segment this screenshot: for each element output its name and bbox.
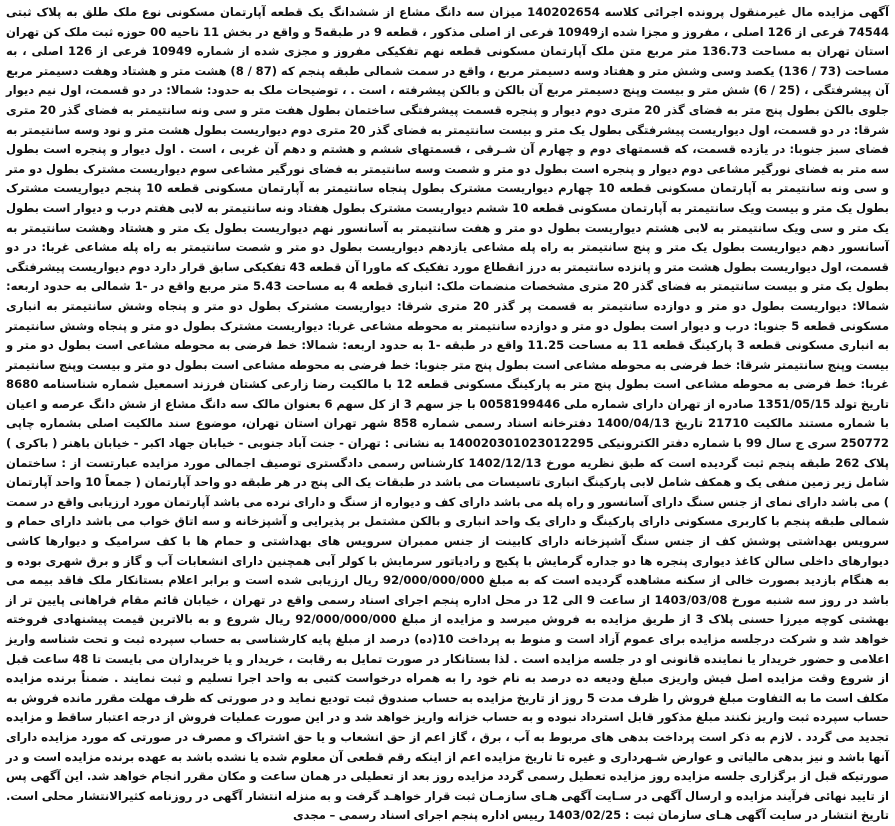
auction-notice-text: آگهی مزایده مال غیرمنقول پرونده اجرائی کلاسه 140202654 میزان سه دانگ مشاع از ششدانگ یک قطعه آپارتمان مسکونی نوع ملک طلق به پلاک ثبتی 74544 فرعی از 126 اصلی ، مفروز و مجزا شده از10949 فرعی از اصلی مذکور ، قطعه 9 در طبقه5 و واقع در بخش 11 ناحیه 00 حوزه ثبت ملک کن تهران استان تهران به مساحت 136.73 متر مربع متن ملک آپارتمان مسکونی قطعه نهم تفکیکی مفروز و مجزی شده از شماره 10949 فرعی از 126 اصلی ، به مساحت (73 / 136) یکصد وسی وشش متر و هفتاد وسه دسیمتر مربع ، واقع در سمت شمالی طبقه پنجم که (87 / 8) هشت متر و هشتاد وهفت دسیمتر مربع آن پیشرفتگی ، (25 / 6) شش متر و بیست وپنج دسیمتر مربع آن بالکن و بالکن پیشرفته ، است . ، توضیحات ملک به حدود: شمالا: در دو قسمت، اول نیم دیوار جلوی بالکن بطول پنج متر به فضای گذر 20 متری دوم دیوار و پنجره قسمت پیشرفتگی ساختمان بطول هفت متر و سی ونه سانتیمتر به فضای گذر 20 متری شرقا: در دو قسمت، اول دیواریست پیشرفتگی بطول یک متر و بیست سانتیمتر به فضای گذر 20 متری دوم دیواریست بطول هشت متر و نود وسه سانتیمتر به فضای سبز جنوبا: در یازده قسمت، که قسمتهای دوم و چهارم آن شـرقی ، قسمتهای ششم و هشتم و دهم آن غربی ، است . اول دیوار و پنجره است بطول سه متر به فضای نورگیر مشاعی دوم دیوار و پنجره است بطول دو متر و شصت وسه سانتیمتر به فضای نورگیر مشاعی سوم دیواریست مشترک بطول دو متر و سی ونه سانتیمتر به آپارتمان مسکونی قطعه 10 چهارم دیواریست مشترک بطول پنجاه سانتیمتر به آپارتمان مسکونی قطعه 10 پنجم دیواریست مشترک بطول یک متر و بیست ویک سانتیمتر به آپارتمان مسکونی قطعه 10 ششم دیواریست مشترک بطول هفتاد ونه سانتیمتر به لابی هفتم درب و دیوار است بطول یک متر و سی ویک سانتیمتر به لابی هشتم دیواریست بطول دو متر و هفت سانتیمتر به آسانسور نهم دیواریست بطول یک متر و هشتاد وهشت سانتیمتر به آسانسور دهم دیواریست بطول یک متر و پنج سانتیمتر به راه پله مشاعی یازدهم دیواریست بطول دو متر و شصت سانتیمتر به راه پله مشاعی غربا: در دو قسمت، اول دیواریست بطول هشت متر و پانزده سانتیمتر به درز انقطاع مورد تفکیک که ماورا آن قطعه 43 تفکیکی سابق قرار دارد دوم دیواریست پیشرفتگی بطول یک متر و بیست سانتیمتر به فضای گذر 20 متری مشخصات منضمات ملک: انباری قطعه 4 به مساحت 5.43 متر مربع واقع در -1 شمالی به حدود اربعه: شمالا: دیواریست بطول دو متر و دوازده سانتیمتر به قسمت پر گذر 20 متری شرقا: دیواریست مشترک بطول دو متر و پنجاه وشش سانتیمتر به انباری مسکونی قطعه 5 جنوبا: درب و دیوار است بطول دو متر و دوازده سانتیمتر به محوطه مشاعی غربا: دیواریست مشترک بطول دو متر و پنجاه وشش سانتیمتر به انباری مسکونی قطعه 3 پارکینگ قطعه 11 به مساحت 11.25 واقع در طبقه -1 به حدود اربعه: شمالا: خط فرضی به محوطه مشاعی است بطول دو متر و بیست وپنج سانتیمتر شرقا: خط فرضی به محوطه مشاعی است بطول پنج متر جنوبا: خط فرضی به محوطه مشاعی است بطول دو متر و بیست وپنج سانتیمتر غربا: خط فرضی به محوطه مشاعی است بطول پنج متر به پارکینگ مسکونی قطعه 12 با مالکیت رضا زارعی کشتان فرزند اسمعیل شماره شناسنامه 8680 تاریخ تولد 1351/05/15 صادره از تهران دارای شماره ملی 0058199446 با جز سهم 3 از کل سهم 6 بعنوان مالک سه دانگ مشاع از شش دانگ عرصه و اعیان با شماره مستند مالکیت 21710 تاریخ 1400/04/13 دفترخانه اسناد رسمی شماره 858 شهر تهران استان تهران، موضوع سند مالکیت اصلی بشماره چاپی 250772 سری ج سال 99 با شماره دفتر الکترونیکی 140020301023012295 به نشانی : تهران - جنت آباد جنوبی - خیابان جهاد اکبر - خیابان باهنر ( باکری ) پلاک 262 طبقه پنجم ثبت گردیده است که طبق نظریه مورخ 1402/12/13 کارشناس رسمی دادگستری توصیف اجمالی مورد مزایده عبارتست از : ساختمان شامل زیر زمین منفی یک و همکف شامل لابی پارکینگ انباری تاسیسات می باشد در طبقات یک الی پنج در هر طبقه دو واحد آپارتمان ( جمعاً 10 واحد آپارتمان ) می باشد دارای نمای از جنس سنگ دارای آسانسور و راه پله می باشد دارای کف و دیواره از سنگ و دارای نرده می باشد آپارتمان مورد ارزیابی واقع در سمت شمالی طبقه پنجم با کاربری مسکونی دارای پارکینگ و دارای یک واحد انباری و بالکن مشتمل بر پذیرایی و آشپزخانه و سه اتاق خواب می باشد دارای حمام و سرویس بهداشتی پوشش کف از جنس سنگ آشپزخانه دارای کابینت از جنس ممبران سرویس های بهداشتی و حمام ها با کف سرامیک و دیوارها کاشی دیوارهای داخلی سالن کاغذ دیواری پنجره ها دو جداره گرمایش با پکیج و رادیاتور سرمایش با کولر آبی همچنین دارای انشعابات آب و گاز و برق شهری بوده و به هنگام بازدید بصورت خالی از سکنه مشاهده گردیده است که به مبلغ 92/000/000/000 ریال ارزیابی شده است و برابر اعلام بستانکار ملک فاقد بیمه می باشد در روز سه شنبه مورخ 1403/03/08 از ساعت 9 الی 12 در محل اداره پنجم اجرای اسناد رسمی واقع در تهران ، خیابان قائم مقام فراهانی پایین تر از بهشتی کوچه میرزا حسنی پلاک 3 از طریق مزایده به فروش میرسد و مزایده از مبلغ 92/000/000/000 ریال شروع و به بالاترین قیمت پیشنهادی فروخته خواهد شد و شرکت درجلسه مزایده برای عموم آزاد است و منوط به پرداخت 10(ده) درصد از مبلغ پایه کارشناسی به حساب سپرده ثبت و تحت شناسه واریز اعلامی و حضور خریدار یا نماینده قانونی او در جلسه مزایده است . لذا بستانکار در صورت تمایل به رقابت ، خریدار و یا خریداران می بایست تا 48 ساعت قبل از شروع وقت مزایده اصل فیش واریزی مبلغ ودیعه ده درصد به نام خود را به همراه درخواست کتبی به واحد اجرا تسلیم و ثبت نمایند . ضمناً برنده مزایده مکلف است ما به التفاوت مبلغ فروش را ظرف مدت 5 روز از تاریخ مزایده به حساب صندوق ثبت تودیع نماید و در صورتی که ظرف مهلت مقرر مانده فروش به حساب سپرده ثبت واریز نکنند مبلغ مذکور قابل استرداد نبوده و به حساب خزانه واریز خواهد شد و در این صورت عملیات فروش از درجه اعتبار ساقط و مزایده تجدید می گردد . لازم به ذکر است پرداخت بدهی های مربوط به آب ، برق ، گاز اعم از حق انشعاب و یا حق اشتراک و مصرف در صورتی که مورد مزایده دارای آنها باشد و نیز بدهی مالیاتی و عوارض شـهرداری و غیره تا تاریخ مزایده اعم از اینکه رقم قطعی آن معلوم شده یا نشده باشد به عهده برنده مزایده است و در صورتیکه قبل از برگزاری جلسه مزایده روز مزایده تعطیل رسمی گردد مزایده روز بعد از تعطیلی در همان ساعت و مکان مقرر انجام خواهد شد. این آگهی پس از تایید نهائی فرآیند مزایده و ارسال آگهی در سـایت آگهی هـای سازمـان ثبت قرار خواهـد گرفت و به منزله انتشار آگهی در روزنامه کثیرالانتشار محلی است. تاریخ انتشار در سایت آگهی هـای سازمان ثبت : 1403/02/25 رییس اداره پنجم اجرای اسناد رسمی – مجدی (6, 5, 890, 823)
